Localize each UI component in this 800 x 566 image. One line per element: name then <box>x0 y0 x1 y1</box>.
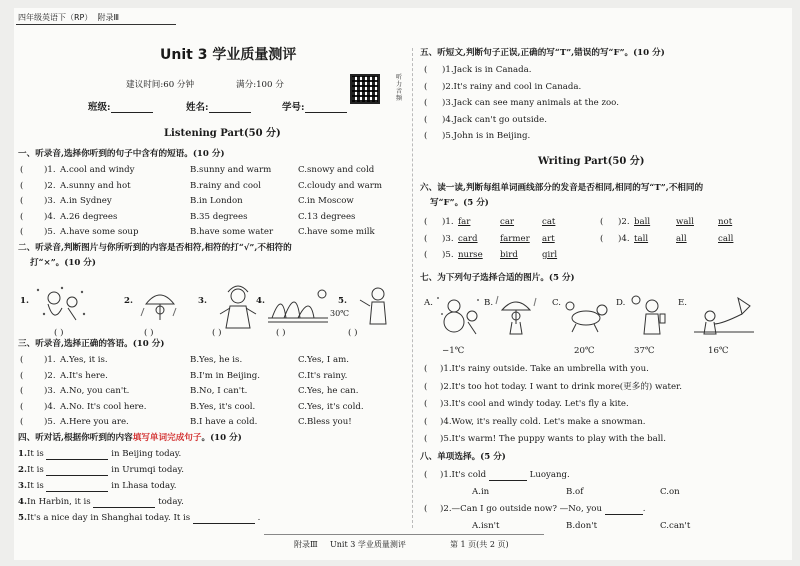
s1-item-option-b: B.in London <box>190 196 243 206</box>
s2-picture-5 <box>354 284 398 330</box>
s7-paren: ( <box>424 399 428 409</box>
section4-title: 四、听对话,根据你听到的内容填写单词完成句子。(10 分) <box>18 433 242 443</box>
s1-item-option-b: B.sunny and warm <box>190 165 272 175</box>
section3-title: 三、听录音,选择正确的答语。(10 分) <box>18 339 165 349</box>
s3-item-option-a: A.No. It's cool here. <box>60 401 147 412</box>
s6-number: )1. <box>442 217 454 227</box>
s1-item-option-b: B.35 degrees <box>190 211 248 222</box>
s7-item: )4.Wow, it's really cold. Let's make a snowman. <box>440 416 646 427</box>
s7-picture-letter: B. <box>484 298 494 308</box>
s3-item-option-c: C.Yes, he can. <box>298 386 359 396</box>
s2-picture-number: 5. <box>338 296 347 306</box>
section5-title: 五、听短文,判断句子正误,正确的写“T”,错误的写“F”。(10 分) <box>420 48 665 58</box>
s2-answer-paren: ( ) <box>276 328 286 338</box>
s5-item: )1.Jack is in Canada. <box>442 65 532 75</box>
s3-item-option-b: B.Yes, he is. <box>190 355 243 365</box>
listening-part-title: Listening Part(50 分) <box>164 128 281 139</box>
s6-word: all <box>676 233 687 244</box>
s1-item-option-a: A.have some soup <box>60 227 139 237</box>
s6-word: bird <box>500 250 518 260</box>
s6-paren: ( <box>424 250 428 260</box>
s7-picture-letter: D. <box>616 298 626 308</box>
s3-item-number: )4. <box>44 401 56 412</box>
s7-picture-a <box>434 294 484 340</box>
s6-word: wall <box>676 217 694 227</box>
s2-picture-number: 3. <box>198 296 207 306</box>
class-field: 班级: <box>88 102 153 113</box>
s7-paren: ( <box>424 364 428 374</box>
worksheet-page: 四年级英语下（RP） 附录Ⅲ Unit 3 学业质量测评 建议时间:60 分钟 满分:100 分 听力音频 班级: 姓名: 学号: Listening Part(50 分) 一、听录音,选择你听到的句子中含有的短语。(10 分) ( )1. A.cool and windy B.sunny and warm C.snowy and cold ( )2. A.sunny and hot B.rainy and cool C.cloudy and warm ( )3. A.in Sydney B.in London C.in Moscow ( )4. A.26 degrees B.35 degrees C.13 degrees ( )5. A.have some soup B.have some water C.have some milk 二、听录音,判断图片与你所听到的内容是否相符,相符的打“√”,不相符的 打“×”。(10 分) 1. 2. 3. 4. 5. 30℃ ( ) ( ) ( ) ( ) ( ) 三、听录音,选择正确的答语。(10 分) ( )1. A.Yes, it is. B.Yes, he is. C.Yes, I am. ( )2. A.It's here. B.I'm in Beijing. C.It's rainy. ( )3. A.No, you can't. B.No, I can't. C.Yes, he can. ( )4. A.No. It's cool here. B.Yes, it's cool. C.Yes, it's cold. ( )5. A.Here you are. B.I have a cold. C.Bless you! 四、听对话,根据你听到的内容填写单词完成句子。(10 分) 1.It is in Beijing today. 2.It is in Urumqi today. 3.It is in Lhasa today. 4.In Harbin, it is today. 5.It's a nice day in Shanghai today. It is . 五、听短文,判断句子正误,正确的写“T”,错误的写“F”。(10 分) ( )1.Jack is in Canada. ( )2.It's rainy and cool in Canada. ( )3.Jack can see many animals at the zoo. ( )4.Jack can't go outside. ( )5.John is in Beijing. Writing Part(50 分) 六、读一读,判断每组单词画线部分的发音是否相同,相同的写“T”,不相同的 写“F”。(5 分) ( )1. far car cat ( )2. ball wall not ( )3. card farmer art ( )4. tall all call ( )5. nurse bird girl 七、为下列句子选择合适的图片。(5 分) A. B. C. D. E. −1℃ 20℃ 37℃ 16℃ ( )1.It's rainy outside. Take an umbrella with you. ( )2.It's too hot today. I want to drink more(更多的) water. ( )3.It's cool and windy today. Let's fly a kite. ( )4.Wow, it's really cold. Let's make a snowman. ( )5.It's warm! The puppy wants to play with the ball. 八、单项选择。(5 分) ( )1.It's cold Luoyang. A.in B.of C.on ( )2.—Can I go outside now? —No, you . A.isn't B.don't C.can't 附录Ⅲ Unit 3 学业质量测评 第 1 页(共 2 页) <box>14 8 792 560</box>
s6-paren: ( <box>424 233 428 244</box>
s5-item: )4.Jack can't go outside. <box>442 114 547 125</box>
s4-sentence: 4.In Harbin, it is today. <box>18 497 184 507</box>
s8-q1: )1.It's cold Luoyang. <box>440 470 570 480</box>
s6-paren: ( <box>600 217 604 227</box>
s6-paren: ( <box>424 217 428 227</box>
qr-code <box>350 74 380 104</box>
s1-item-number: )1. <box>44 165 56 175</box>
listen-audio-label: 听力音频 <box>396 74 403 102</box>
section6-title-line1: 六、读一读,判断每组单词画线部分的发音是否相同,相同的写“T”,不相同的 <box>420 183 704 193</box>
s6-word: card <box>458 233 478 244</box>
s6-word: far <box>458 217 471 227</box>
s5-item: )3.Jack can see many animals at the zoo. <box>442 98 619 108</box>
s4-sentence: 5.It's a nice day in Shanghai today. It is . <box>18 513 261 523</box>
s3-item-option-a: A.It's here. <box>60 370 108 381</box>
section6-title-line2: 写“F”。(5 分) <box>430 198 489 208</box>
s5-paren: ( <box>424 114 428 125</box>
s1-item-number: )4. <box>44 211 56 222</box>
section2-title-line1: 二、听录音,判断图片与你所听到的内容是否相符,相符的打“√”,不相符的 <box>18 243 292 253</box>
s1-item-paren: ( <box>20 196 24 206</box>
time-note: 建议时间:60 分钟 <box>126 80 195 90</box>
page-title: Unit 3 学业质量测评 <box>160 47 297 63</box>
s1-item-option-b: B.rainy and cool <box>190 180 261 191</box>
s3-item-option-c: C.Yes, it's cold. <box>298 401 364 412</box>
writing-part-title: Writing Part(50 分) <box>538 156 645 167</box>
s5-item: )2.It's rainy and cool in Canada. <box>442 81 582 92</box>
s7-item: )3.It's cool and windy today. Let's fly a kite. <box>440 399 629 409</box>
s6-paren: ( <box>600 233 604 244</box>
footer-rule <box>264 534 544 535</box>
s5-paren: ( <box>424 65 428 75</box>
s7-temperature: 16℃ <box>708 346 729 356</box>
s1-item-number: )5. <box>44 227 56 237</box>
s6-number: )4. <box>618 233 630 244</box>
s5-paren: ( <box>424 131 428 141</box>
s7-picture-letter: E. <box>678 298 688 308</box>
s2-picture-4 <box>266 284 332 328</box>
s2-answer-paren: ( ) <box>348 328 358 338</box>
s6-number: )5. <box>442 250 454 260</box>
s5-paren: ( <box>424 81 428 92</box>
s8-q2-option: C.can't <box>660 521 691 531</box>
s1-item-number: )2. <box>44 180 56 191</box>
s4-sentence: 3.It is in Lhasa today. <box>18 481 177 491</box>
s1-item-option-a: A.in Sydney <box>60 196 112 206</box>
s6-word: nurse <box>458 250 483 260</box>
s3-item-number: )2. <box>44 370 56 381</box>
s6-word: cat <box>542 217 556 227</box>
s2-answer-paren: ( ) <box>54 328 64 338</box>
s7-picture-c <box>562 294 614 338</box>
s3-item-option-c: C.It's rainy. <box>298 370 348 381</box>
s3-item-option-b: B.No, I can't. <box>190 386 248 396</box>
s1-item-number: )3. <box>44 196 56 206</box>
s3-item-paren: ( <box>20 401 24 412</box>
s1-item-option-c: C.have some milk <box>298 227 375 237</box>
s3-item-option-b: B.I have a cold. <box>190 417 258 427</box>
s3-item-paren: ( <box>20 355 24 365</box>
s3-item-option-c: C.Bless you! <box>298 417 352 427</box>
s7-picture-d <box>630 294 674 340</box>
s7-picture-letter: A. <box>424 298 433 308</box>
s1-item-paren: ( <box>20 211 24 222</box>
s7-picture-e <box>692 294 756 340</box>
s2-picture-number: 2. <box>124 296 133 306</box>
section7-title: 七、为下列句子选择合适的图片。(5 分) <box>420 273 575 283</box>
s8-q2-option: A.isn't <box>472 521 500 531</box>
s8-q1-option: B.of <box>566 487 584 497</box>
s6-word: farmer <box>500 233 530 244</box>
score-note: 满分:100 分 <box>236 80 284 90</box>
s6-word: girl <box>542 250 558 260</box>
s2-temperature: 30℃ <box>330 309 350 318</box>
s6-number: )3. <box>442 233 454 244</box>
column-divider <box>412 48 413 528</box>
s3-item-option-a: A.No, you can't. <box>60 386 130 396</box>
id-field: 学号: <box>282 102 347 113</box>
s6-word: car <box>500 217 515 227</box>
s7-item: )1.It's rainy outside. Take an umbrella with you. <box>440 364 649 374</box>
s2-picture-number: 1. <box>20 296 29 306</box>
s7-picture-letter: C. <box>552 298 562 308</box>
s1-item-option-a: A.26 degrees <box>60 211 118 222</box>
s1-item-option-b: B.have some water <box>190 227 274 237</box>
s6-word: not <box>718 217 733 227</box>
s1-item-option-c: C.in Moscow <box>298 196 354 206</box>
s1-item-paren: ( <box>20 165 24 175</box>
footer-right: 第 1 页(共 2 页) <box>450 540 509 549</box>
s2-answer-paren: ( ) <box>144 328 154 338</box>
s2-answer-paren: ( ) <box>212 328 222 338</box>
name-field: 姓名: <box>186 102 251 113</box>
s6-word: tall <box>634 233 649 244</box>
s7-temperature: −1℃ <box>442 346 465 356</box>
s8-q1-option: A.in <box>472 487 490 497</box>
s1-item-option-a: A.cool and windy <box>60 165 135 175</box>
s3-item-option-a: A.Yes, it is. <box>60 355 108 365</box>
s7-temperature: 20℃ <box>574 346 595 356</box>
s1-item-option-c: C.13 degrees <box>298 211 356 222</box>
book-header: 四年级英语下（RP） 附录Ⅲ <box>18 13 119 22</box>
s7-picture-b <box>492 294 542 340</box>
s3-item-number: )3. <box>44 386 56 396</box>
s4-sentence: 2.It is in Urumqi today. <box>18 465 184 475</box>
s6-word: ball <box>634 217 651 227</box>
s2-picture-1 <box>32 284 90 330</box>
s7-paren: ( <box>424 434 428 444</box>
s7-item: )2.It's too hot today. I want to drink more(更多的) water. <box>440 381 682 392</box>
s1-item-option-c: C.snowy and cold <box>298 165 375 175</box>
s7-temperature: 37℃ <box>634 346 655 356</box>
s6-word: art <box>542 233 555 244</box>
s3-item-paren: ( <box>20 386 24 396</box>
footer-mid: Unit 3 学业质量测评 <box>330 540 406 549</box>
s6-number: )2. <box>618 217 630 227</box>
s1-item-option-a: A.sunny and hot <box>60 180 131 191</box>
s1-item-option-c: C.cloudy and warm <box>298 180 382 191</box>
s7-paren: ( <box>424 381 428 392</box>
s2-picture-3 <box>216 284 260 334</box>
s3-item-paren: ( <box>20 370 24 381</box>
s3-item-number: )1. <box>44 355 56 365</box>
s3-item-option-b: B.I'm in Beijing. <box>190 370 261 381</box>
s8-q2-option: B.don't <box>566 521 598 531</box>
s3-item-paren: ( <box>20 417 24 427</box>
footer-left: 附录Ⅲ <box>294 540 318 549</box>
header-rule <box>16 24 176 25</box>
s3-item-option-b: B.Yes, it's cool. <box>190 401 256 412</box>
s2-picture-number: 4. <box>256 296 265 306</box>
s6-word: call <box>718 233 734 244</box>
s2-picture-2 <box>138 284 182 330</box>
section2-title-line2: 打“×”。(10 分) <box>30 258 96 268</box>
s3-item-number: )5. <box>44 417 56 427</box>
s3-item-option-a: A.Here you are. <box>60 417 129 427</box>
s7-paren: ( <box>424 416 428 427</box>
s8-q1-option: C.on <box>660 487 680 497</box>
s1-item-paren: ( <box>20 180 24 191</box>
section8-title: 八、单项选择。(5 分) <box>420 452 506 462</box>
s8-q2: )2.—Can I go outside now? —No, you . <box>440 504 646 514</box>
s7-item: )5.It's warm! The puppy wants to play with the ball. <box>440 434 666 444</box>
s5-paren: ( <box>424 98 428 108</box>
s5-item: )5.John is in Beijing. <box>442 131 531 141</box>
s1-item-paren: ( <box>20 227 24 237</box>
s4-sentence: 1.It is in Beijing today. <box>18 449 182 459</box>
s3-item-option-c: C.Yes, I am. <box>298 355 350 365</box>
section1-title: 一、听录音,选择你听到的句子中含有的短语。(10 分) <box>18 149 225 159</box>
